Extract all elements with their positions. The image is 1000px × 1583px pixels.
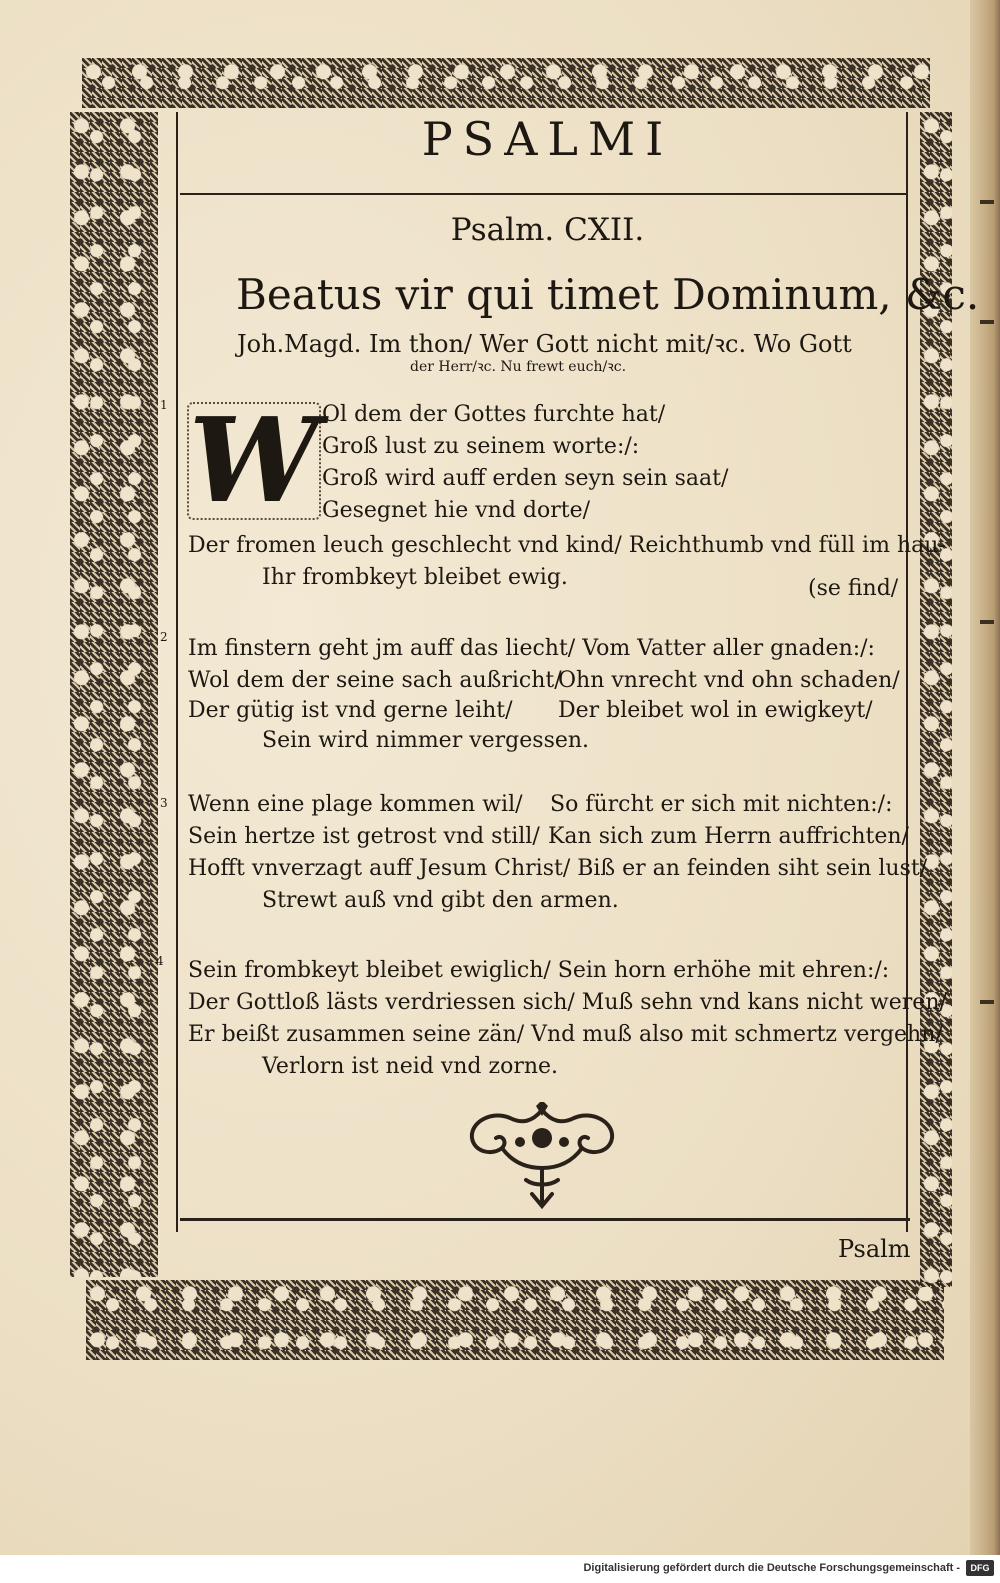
tune-indication-continued: der Herr/ꝛc. Nu frewt euch/ꝛc. <box>410 359 627 375</box>
page-edge <box>970 0 1000 1555</box>
verse-line: Sein frombkeyt bleibet ewiglich/ Sein horn erhöhe mit ehren:/: <box>188 958 890 983</box>
verse-line: Sein wird nimmer vergessen. <box>262 728 590 753</box>
edge-mark <box>980 200 994 204</box>
verse-line-overflow: (se find/ <box>808 576 899 601</box>
edge-mark <box>980 620 994 624</box>
verse-line: Sein hertze ist getrost vnd still/ <box>188 824 540 849</box>
verse-line: Der Gottloß lästs verdriessen sich/ Muß sehn vnd kans nicht weren/ <box>188 990 947 1015</box>
stanza-number: 3 <box>160 796 168 810</box>
verse-line: Verlorn ist neid vnd zorne. <box>262 1054 559 1079</box>
verse-line: Groß lust zu seinem worte:/: <box>322 434 640 459</box>
footer-rule <box>180 1218 910 1221</box>
footer-credit: Digitalisierung gefördert durch die Deutsche Forschungsgemeinschaft - <box>583 1562 960 1574</box>
verse-line: Gesegnet hie vnd dorte/ <box>322 498 591 523</box>
verse-line: Der fromen leuch geschlecht vnd kind/ Reichthumb vnd füll im hau- <box>188 533 946 558</box>
verse-line: So fürcht er sich mit nichten:/: <box>550 792 893 817</box>
page-header-title: PSALMI <box>421 112 674 166</box>
woodcut-border-top <box>82 58 930 108</box>
verse-line: Er beißt zusammen seine zän/ Vnd muß also mit schmertz vergehn/ <box>188 1022 943 1047</box>
drop-cap: W <box>188 393 320 529</box>
verse-line: Wenn eine plage kommen wil/ <box>188 792 523 817</box>
woodcut-border-bottom <box>86 1280 944 1360</box>
edge-mark <box>980 1000 994 1004</box>
verse-line: Strewt auß vnd gibt den armen. <box>262 888 619 913</box>
stanza-number: 1 <box>160 398 168 412</box>
fleuron-ornament <box>462 1102 622 1212</box>
verse-line: Hofft vnverzagt auff Jesum Christ/ Biß er an feinden siht sein lust/ <box>188 856 928 881</box>
header-rule <box>180 193 906 195</box>
stanza-number: 4 <box>156 954 164 968</box>
latin-title: Beatus vir qui timet Dominum, &c. <box>236 270 980 319</box>
dfg-logo: DFG <box>966 1560 994 1576</box>
tune-indication: Joh.Magd. Im thon/ Wer Gott nicht mit/ꝛc. Wo Gott <box>237 330 852 358</box>
verse-line: Ihr frombkeyt bleibet ewig. <box>262 565 568 590</box>
verse-line: Der bleibet wol in ewigkeyt/ <box>558 698 873 723</box>
digitization-footer <box>0 1555 1000 1583</box>
verse-line: Ohn vnrecht vnd ohn schaden/ <box>558 668 900 693</box>
psalm-number: Psalm. CXII. <box>450 212 645 248</box>
verse-line: Im finstern geht jm auff das liecht/ Vom Vatter aller gnaden:/: <box>188 636 875 661</box>
verse-line: Kan sich zum Herrn auffrichten/ <box>548 824 909 849</box>
verse-line: Wol dem der seine sach außricht/ <box>188 668 562 693</box>
verse-line: Der gütig ist vnd gerne leiht/ <box>188 698 513 723</box>
verse-line: Ol dem der Gottes furchte hat/ <box>322 402 666 427</box>
stanza-number: 2 <box>160 630 168 644</box>
frame-rule-left <box>176 112 178 1232</box>
edge-mark <box>980 320 994 324</box>
verse-line: Groß wird auff erden seyn sein saat/ <box>322 466 729 491</box>
catchword: Psalm <box>838 1235 911 1263</box>
woodcut-border-left <box>70 112 158 1277</box>
